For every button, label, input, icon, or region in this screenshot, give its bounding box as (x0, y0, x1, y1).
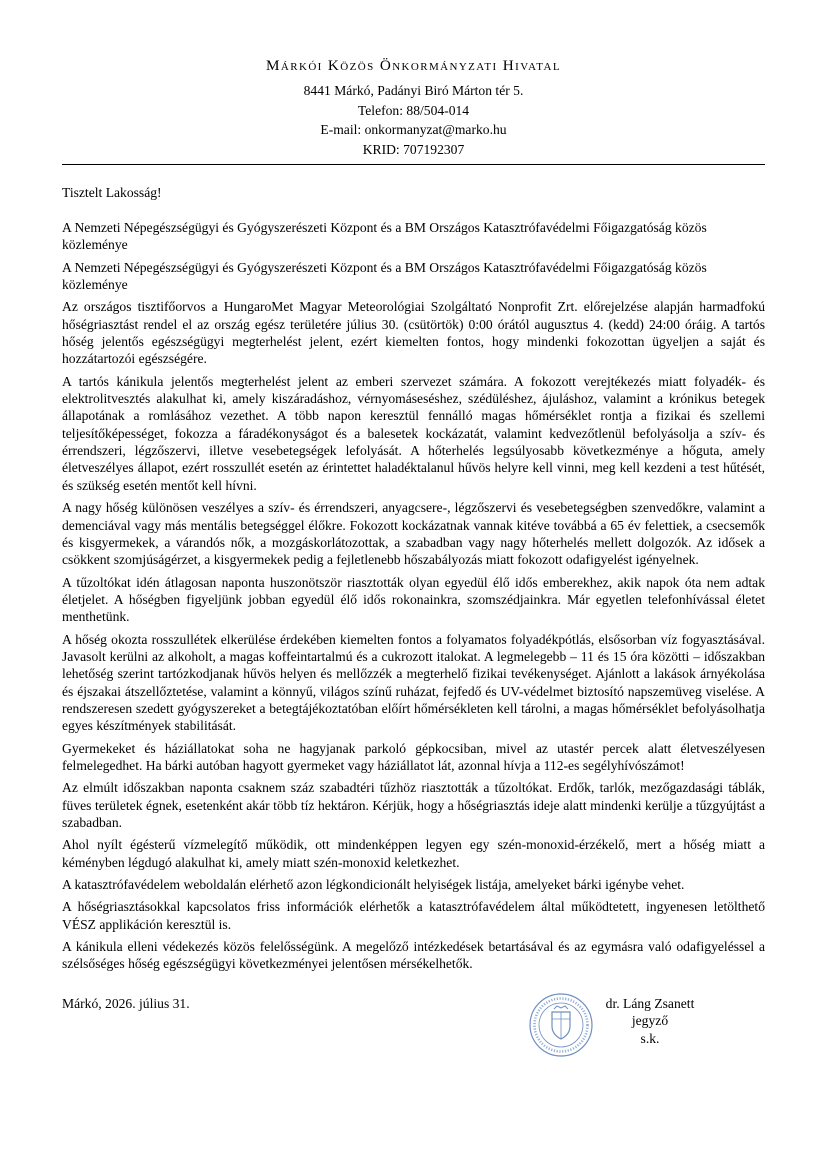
paragraph: A katasztrófavédelem weboldalán elérhető azon légkondicionált helyiségek listája, amelyeket bárki igénybe vehet. (62, 877, 685, 893)
paragraph: A kánikula elleni védekezés közös felelősségünk. A megelőző intézkedések betartásával és az egymásra való odafigyeléssel a szélsőséges hőség egészségügyi következményei jelentősen mérsékelhetők. (62, 939, 765, 972)
paragraph: Az országos tisztifőorvos a HungaroMet Magyar Meteorológiai Szolgáltató Nonprofit Zrt. előrejelzése alapján harmadfokú hőségriasztást rendel el az ország egész területére július 30. (csütörtök) 0:00 órától augusztus 4. (kedd) 24:00 óráig. A tartós hőség jelentős egészségügyi megterhelést jelent, ezért kiemelten fontos, hogy mindenki fokozottan ügyeljen a saját és hozzátartozói egészségére. (62, 299, 765, 367)
email-line: E-mail: onkormanyzat@marko.hu (320, 122, 507, 137)
body-text (62, 219, 765, 973)
address-line: 8441 Márkó, Padányi Biró Márton tér 5. (303, 83, 524, 98)
document-page (62, 56, 765, 1075)
announcement-title-repeat: A Nemzeti Népegészségügyi és Gyógyszerészeti Központ és a BM Országos Katasztrófavédelmi Főigazgatóság közös közleménye (62, 259, 707, 293)
signer (595, 995, 705, 1048)
official-seal-icon (528, 992, 594, 1058)
paragraph: Az elmúlt időszakban naponta csaknem száz szabadtéri tűzhöz riasztották a tűzoltókat. Erdők, tarlók, mezőgazdasági táblák, füves területek égnek, esetenként akár több tíz hektáron. Kérjük, hogy a hőségriasztás ideje alatt mindenki kerülje a tűzgyújtást a szabadban. (62, 780, 765, 830)
signer-name: dr. Láng Zsanett (605, 995, 695, 1011)
organization-name: Márkói Közös Önkormányzati Hivatal (266, 57, 561, 74)
krid-line: KRID: 707192307 (362, 141, 465, 157)
paragraph: A hőségriasztásokkal kapcsolatos friss információk elérhetők a katasztrófavédelem által működtetett, ingyenesen letölthető VÉSZ applikáción keresztül is. (62, 899, 765, 932)
paragraph: Ahol nyílt égésterű vízmelegítő működik, ott mindenképpen legyen egy szén-monoxid-érzékelő, mert a hőség miatt a kéményben légdugó alakulhat ki, amely miatt szén-monoxid keletkezhet. (62, 837, 765, 870)
paragraph: Gyermekeket és háziállatokat soha ne hagyjanak parkoló gépkocsiban, mivel az utastér percek alatt életveszélyesen felmelegedhet. Ha bárki autóban hagyott gyermeket vagy háziállatot lát, azonnal hívja a 112-es segélyhívószámot! (62, 740, 765, 773)
greeting: Tisztelt Lakosság! (62, 185, 162, 200)
signer-title: jegyző (631, 1013, 669, 1029)
paragraph: A tűzoltókat idén átlagosan naponta huszonötször riasztották olyan egyedül élő idős emberekhez, akik napok óta nem adtak életjelet. A hőségben figyeljünk jobban egyedül élő idős rokonainkra, szomszédjainkra. Már egyetlen telefonhívással életet menthetünk. (62, 574, 765, 625)
paragraph: A nagy hőség különösen veszélyes a szív- és érrendszeri, anyagcsere-, légzőszervi és vesebetegségben szenvedőkre, valamint a demenciával vagy más mentális betegséggel élőkre. Fokozott kockázatnak vannak kitéve továbbá a 65 év felettiek, a csecsemők és kisgyermekek, a várandós nők, a mozgáskorlátozottak, a szabadban vagy nagy hőterhelés mellett dolgozók. Az idősek a csökkent szomjúságérzet, a kisgyermekek pedig a fejletlenebb hőszabályozás miatt fokozott odafigyelést igényelnek. (62, 500, 765, 568)
phone-line: Telefon: 88/504-014 (357, 102, 470, 118)
paragraph: A hőség okozta rosszullétek elkerülése érdekében kiemelten fontos a folyamatos folyadékpótlás, elsősorban víz fogyasztásával. Javasolt kerülni az alkoholt, a magas koffeintartalmú és a cukrozott italokat. A legmelegebb – 11 és 15 óra közötti – időszakban lehetőség szerint tartózkodjanak hűvös helyen és mellőzzék a megterhelő fizikai tevékenységet. Ajánlott a lakások árnyékolása és éjszakai átszellőztetése, valamint a könnyű, világos színű ruházat, fejfedő és UV-védelmet biztosító napszemüveg viselése. A rendszeresen szedett gyógyszereket a betegtájékoztatóban előírt hőmérsékleten kell tárolni, a magas hőmérséklet befolyásolhatja egyes készítmények stabilitását. (62, 631, 765, 734)
header-divider (62, 164, 765, 165)
letterhead (62, 56, 765, 159)
paragraph: A tartós kánikula jelentős megterhelést jelent az emberi szervezet számára. A fokozott verejtékezés miatt folyadék- és elektrolitvesztés alakulhat ki, amely kiszáradáshoz, vérnyomáseséshez, szédüléshez, ájuláshoz, valamint a krónikus betegek állapotának a romlásához vezethet. A több napon keresztül fennálló magas hőmérséklet rontja a fizikai és szellemi teljesítőképességet, fokozza a fáradékonyságot és a balesetek kockázatát, valamint kedvezőtlenül befolyásolja a szív- és érrendszeri, légzőszervi, illetve vesebetegségek lefolyását. A hőterhelés legsúlyosabb következménye a hőguta, amely életveszélyes állapot, ezért rosszullét esetén az érintettet haladéktalanul hűvös helyre kell vinni, meg kell kezdeni a test hűtését, és szükség esetén mentőt kell hívni. (62, 373, 765, 493)
announcement-title: A Nemzeti Népegészségügyi és Gyógyszerészeti Központ és a BM Országos Katasztrófavédelmi Főigazgatóság közös közleménye (62, 220, 707, 253)
signer-note: s.k. (640, 1030, 660, 1046)
signature-block (62, 995, 765, 1075)
place-date: Márkó, 2026. július 31. (62, 995, 190, 1011)
